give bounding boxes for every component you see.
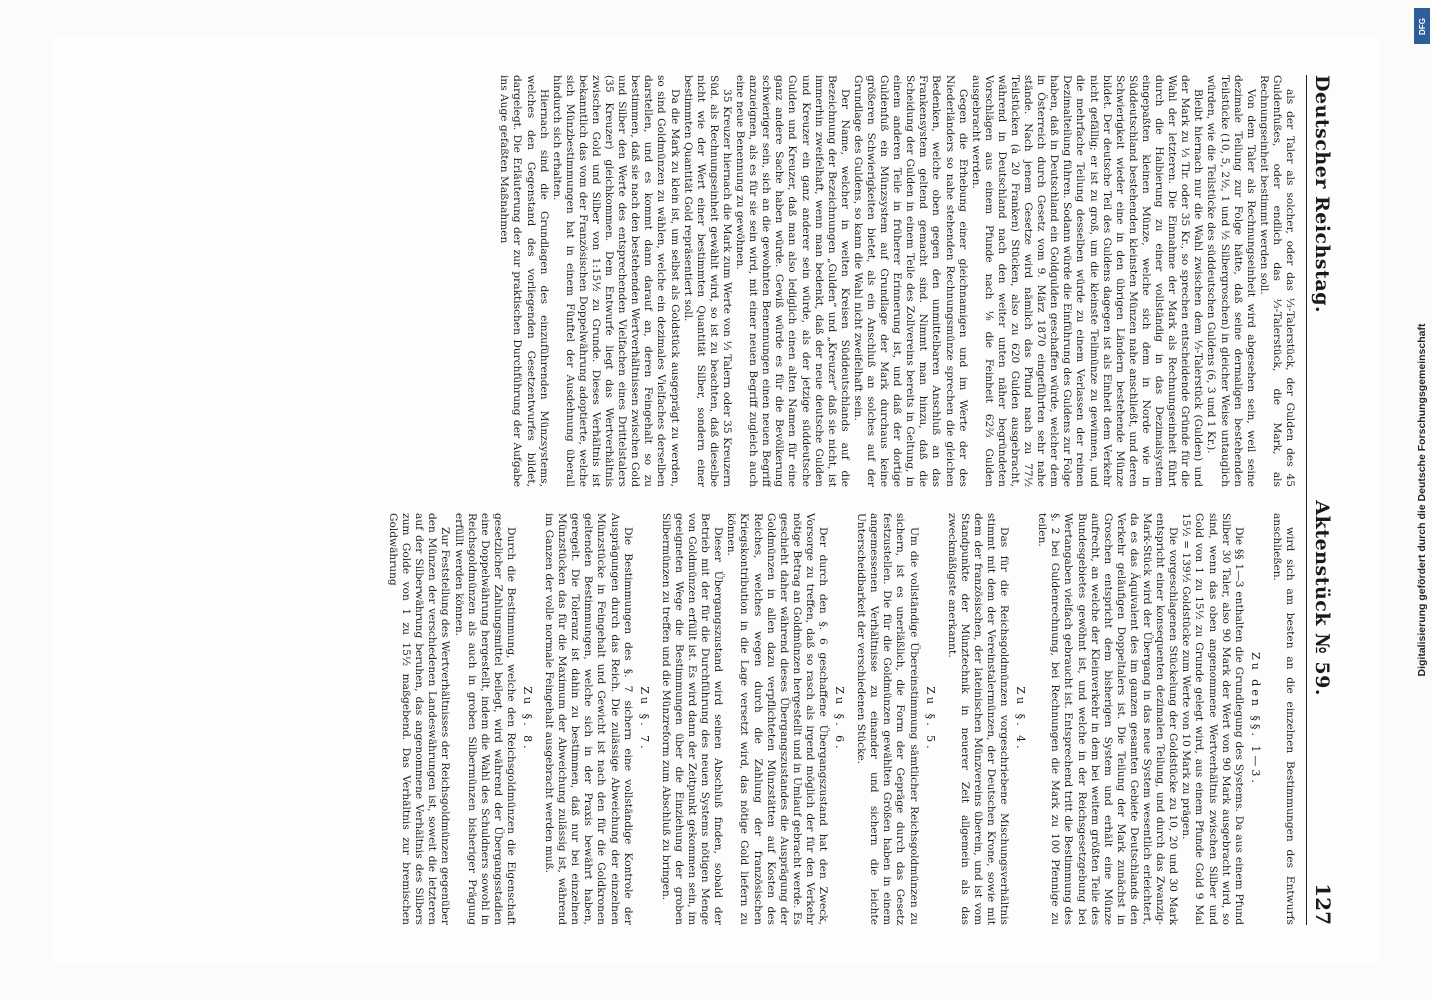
dfg-logo: DFG [1414,8,1430,44]
paragraph: Dieser Übergangszustand wird seinen Abschluß finden, sobald der Betrieb mit der für die Durchführung des neuen Systems nötigen Menge von Goldmünzen erfüllt ist. Es wird dann der Zeitpunkt gekommen sein, im geeigneten Wege die Bestimmungen über die Einziehung der groben Silbermünzen zu treffen und die Münzreform zum Abschluß zu bringen. [659,513,725,925]
paragraph: Durch die Bestimmung, welche den Reichsgoldmünzen die Eigenschaft gesetzlicher Zahlungsmittel beilegt, wird während der Übergangsstadien eine Doppelwährung hergestellt, indem die Wahl des Schuldners sowohl in Reichsgoldmünzen als auch in groben Silbermünzen bisheriger Prägung erfüllt werden können. [452,513,517,925]
document-page [51,35,1381,965]
digitization-credit: Digitalisierung gefördert durch die Deutsche Forschungsgemeinschaft [1416,323,1428,677]
document-number: Aktenstück № 59. [1311,500,1333,696]
paragraph: Die vorgeschlagenen Stückelung der Goldstücke zu 10, 20 und 30 Mark entspricht einer konsequenten dezimalen Teilung, und durch das Zwanzig-Mark-Stück wird der Übergang in das neue System wesentlich erleichtert, da es das Äquivalent des im ganzen gesamten Gebiete Deutschlands den Verkehr geläufigen Doppeltalers ist. Die Teilung der Mark zunächst in Groschen entspricht dem bisherigen System und erhält eine Münze aufrecht, an welche der Kleinverkehr in dem bei weitem größten Teile des Bundesgebietes gewöhnt ist, und welche in der Reichsgesetzgebung bei Wertangaben vielfach gebraucht ist. Entsprechend tritt die Bestimmung des §. 2 bei Guldenrechnung, bei Rechnungen die Mark zu 100 Pfennige zu teilen. [1036,513,1180,925]
paragraph: Von dem Taler als Rechnungseinheit wird abgesehen sein, weil seine dezimale Teilung zur Folge hätte, daß seine dermaligen bestehenden Teilstücke (10, 5, 2½, 1 und ½ Silbergroschen) in gleicher Weise untauglich würden, wie die Teilstücke des süddeutschen Guldens (6, 3 und 1 Kr.). [1205,75,1257,487]
paragraph: Bleibt hiernach nur die Wahl zwischen dem ⅓-Talerstück (Gulden) und der Mark zu ⅓ Tlr. oder 35 Kr., so sprechen entscheidende Gründe für die Wahl der letzteren. Die Einnahme der Mark als Rechnungseinheit führt durch die Halbierung zu einer vollständig in das Dezimalsystem eingepaßten kleinen Münze, welche sich dem in Norde wie in Süddeutschland bestehenden kleinsten Münzen nahe anschließt, und deren Schwierigkeit wieder eine in den übrigen Ländern bestehende Münze bildet. Der deutsche Teil des Guldens dagegen ist als Einheit dem Verkehr nicht gefällig; er ist zu groß, um die kleinste Teilmünze zu gewinnen, und die mehrfache Teilung desselben würde zu einem Verlassen der reinen Dezimalteilung führen. Sodann würde die Einführung des Guldens zur Folge haben, daß in Deutschland ein Goldgulden geschaffen würde, welcher dem in Österreich durch Gesetz vom 9. März 1870 eingeführten sehr nahe stände. Nach jenem Gesetze wird nämlich das Pfund nach zu 77½ Teilstücken (à 20 Franken) Stücken, also zu 620 Gulden ausgebracht, während in Deutschland nach den weiter unten näher begründeten Vorschlägen aus einem Pfunde nach ⅛ die Feinheit 62⅔ Gulden ausgebracht werden. [969,75,1205,487]
paragraph: Das für die Reichsgoldmünzen vorgeschriebene Mischungsverhältnis stimmt mit dem der Vereinstalermünzen, der Deutschen Krone, sowie mit dem der französischen, der lateinischen Münzvereins überein, und ist vom Standpunkte der Münztechnik in neuerer Zeit allgemein als das zweckmäßigste anerkannt. [945,513,1011,925]
paragraph: Zur Feststellung des Wertverhältnisses der Reichsgoldmünzen gegenüber den Münzen der verschiedenen Landeswährungen ist, soweit die letzteren auf der Silberwährung beruhen, das angenommene Verhältnis des Silbers zum Golde von 1 zu 15½ maßgebend. Das Verhältnis zur bremischen Goldwährung [387,513,452,925]
digitization-credit-strip [1413,0,1431,1000]
paragraph: Die §§ 1—3 enthalten die Grundlegung des Systems. Da aus einem Pfund Silber 30 Taler, also 90 Mark der Wert von 90 Mark ausgebracht wird, so sind, wenn das oben angenommene Wertverhältnis zwischen Silber und Gold von 1 zu 15½ zu Grunde gelegt wird, aus einem Pfunde Gold 9 Mal 15½ = 139½ Goldstücke zum Werte von 10 Mark zu prägen. [1180,513,1245,925]
section-heading: Zu §. 8. [521,686,535,752]
paragraph: 35 Kreuzer hiernach die Mark zum Werte von ⅓ Talern oder 35 Kreuzern Süd. als Rechnungseinheit gewählt wird, so ist zu beachten, daß dieselbe nicht wie der Wert einer bestimmten Quantität Silber, sondern einer bestimmten Quantität Gold repräsentiert soll. [681,75,733,487]
section-heading: Zu §. 7. [637,686,651,752]
running-head: Deutscher Reichstag. [1311,75,1333,314]
paragraph: Hiernach sind die Grundlagen des einzuführenden Münzsystems, welches den Gegenstand des vorliegenden Gesetzentwurfes bildet, dargelegt. Die Erläuterung der zur praktischen Durchführung der Aufgabe ins Auge gefaßten Maßnahmen [498,75,550,487]
page-number: 127 [1311,883,1335,925]
paragraph: Der Name, welcher in weiten Kreisen Süddeutschlands auf die Bezeichnung der Bezeichnungen „Gulden“ und „Kreuzer“ daß sie nicht, ist immerhin zweifelhaft, wenn man bedenkt, daß der neue deutsche Gulden und Kreuzer ein ganz anderer sein würde, als der jetzige süddeutsche Gulden und Kreuzer, daß man also lediglich einen alten Namen für eine ganz andere Sache haben würde. Gewiß würde es für die Bevölkerung schwieriger sein, sich an die gewohnten Benennungen einen neuen Begriff anzueignen, als es für sie sein wird, mit einer neuen Begriff zugleich auch eine neue Benennung zu gewöhnen. [734,75,851,487]
paragraph: Der durch den §. 6 geschaffene Übergangszustand hat den Zweck, Vorsorge zu treffen, daß so rasch als irgend möglich der für den Verkehr nötige Betrag an Goldmünzen hergestellt und in Umlauf gebracht werde. Es geschieht daher während dieses Übergangszustandes die Ausprägung der Goldmünzen in allen dazu verpflichteten Münzstätten auf Kosten des Reiches, welches wegen durch die Zahlung der französischen Kriegskontribution in die Lage versetzt wird, das nötige Gold liefern zu können. [725,513,829,925]
paragraph: Gegen die Erhebung einer gleichnamigen und im Werte der des Niederländers so nahe stehenden Rechnungsmünze sprechen die gleichen Bedenken, welche oben gegen den unmittelbaren Anschluß an das Frankensystem geltend gemacht sind. Nimmt man hinzu, daß die Scheidung der Gulden in einem Teile des Zollvereins bereits in Geltung, in einem anderen Teile in früherer Erinnerung ist, und daß der dortige Guldenfuß ein Münzsystem auf Grundlage der Mark durchaus keine größeren Schwierigkeiten bietet, als ein Anschluß an solches auf der Grundlage des Guldens, so kann die Wahl nicht zweifelhaft sein. [851,75,969,487]
paragraph: wird sich am besten an die einzelnen Bestimmungen des Entwurfs anschließen. [1270,513,1296,925]
section-heading: Zu §. 6. [833,686,847,752]
page-header [1306,75,1351,925]
text-column-right [81,513,1296,925]
section-heading: Zu §. 5. [923,686,937,752]
paragraph: als der Taler als solcher, oder das ⅓-Talerstück, der Gulden des 45 Guldenfußes, oder endlich das ⅓-Talerstück, die Mark, als Rechnungseinheit bestimmt werden soll. [1257,75,1296,487]
text-column-left [81,75,1296,487]
section-heading: Zu §. 4. [1014,686,1028,752]
paragraph: Die Bestimmungen des §. 7 sichern eine vollständige Kontrole der Ausprägungen durch das Reich. Die zulässige Abweichung der einzelnen Münzstücke in Feingehalt und Gewicht ist nach den für die Goldkronen geltenden Bestimmungen, welche sich in der Praxis bewährt haben, geregelt. Die Toleranz ist dahin zu bestimmen, daß nur bei einzelnen Münzstücken das für die Maximum der Abweichung zulässig ist, während im Ganzen der volle normale Feingehalt ausgebracht werden muß. [543,513,634,925]
section-heading: Zu den §§. 1—3. [1248,652,1262,786]
text-columns [81,75,1296,925]
paragraph: Da die Mark zu klein ist, um selbst als Goldstück ausgeprägt zu werden, so sind Goldmünzen zu wählen, welche ein dezimales Vielfaches derselben darstellen, und es kommt dann darauf an, deren Feingehalt so zu bestimmen, daß sie nach den bestehenden Wertverhältnissen zwischen Gold und Silber den Werte des entsprechenden Vielfachen eines Drittelstalers (35 Kreuzer) gleichkommen. Dem Entwurfe liegt das Wertverhältnis zwischen Gold und Silber von 1:15½ zu Grunde. Dieses Verhältnis ist bekanntlich das vom der Französischen Doppelwährung adoptierte, welche sich Münzbestimmungen hat in einem Fünftel der Ausdehnung überall hindurch sich erhalten. [550,75,681,487]
paragraph: Um die vollständige Übereinstimmung sämtlicher Reichsgoldmünzen zu sichern, ist es unerläßlich, die Form der Gepräge durch das Gesetz festzustellen. Die für die Goldmünzen gewählten Größen haben in einem angemessenen Verhältnisse zu einander und sichern die leichte Unterscheidbarkeit der verschiedenen Stücke. [855,513,920,925]
